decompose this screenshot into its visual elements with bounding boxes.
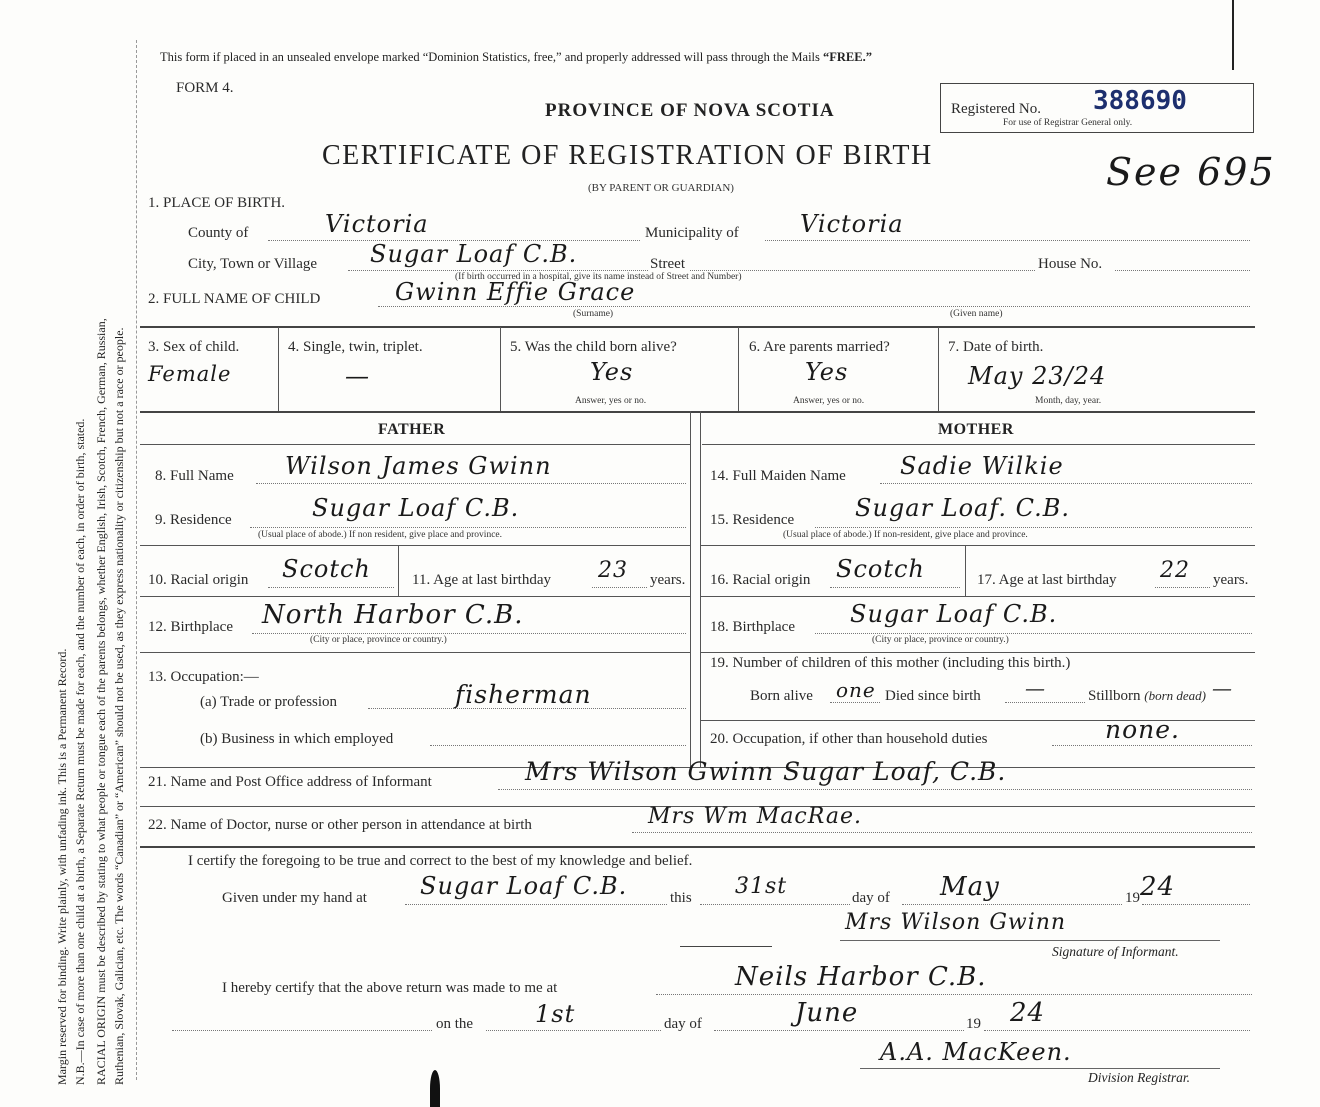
return-day-of-label: day of (664, 1016, 702, 1032)
return-month-line (714, 1030, 964, 1031)
mother-birthplace-line (815, 633, 1252, 634)
given-name-note: (Given name) (950, 309, 1003, 319)
given-month-line (902, 904, 1122, 905)
single-twin-value: — (345, 362, 370, 390)
mother-age-unit: years. (1213, 572, 1249, 588)
municipality-value: Victoria (800, 210, 904, 238)
stillborn-note: (born dead) (1144, 688, 1207, 703)
return-day-value: 1st (535, 1000, 576, 1028)
father-residence-label: 9. Residence (155, 512, 232, 528)
born-alive-label: 5. Was the child born alive? (510, 339, 677, 355)
born-alive-note: Answer, yes or no. (575, 396, 647, 406)
mother-occupation-value: none. (1105, 715, 1180, 744)
hospital-note: (If birth occurred in a hospital, give its name instead of Street and Number) (455, 272, 742, 282)
father-business-label: (b) Business in which employed (200, 731, 394, 747)
mother-race-label: 16. Racial origin (710, 572, 811, 588)
father-birthplace-line (252, 633, 686, 634)
dob-value: May 23/24 (968, 362, 1107, 390)
form-number: FORM 4. (176, 80, 234, 96)
stillborn-label (1088, 688, 1206, 705)
child-name-line (378, 306, 1250, 307)
house-label: House No. (1038, 256, 1103, 272)
mother-name-line (880, 483, 1252, 484)
sex-label: 3. Sex of child. (148, 339, 240, 355)
given-place-line (405, 904, 667, 905)
born-alive-count-value: one (836, 678, 876, 702)
father-birthplace-value: North Harbor C.B. (262, 600, 524, 630)
informant-signature: Mrs Wilson Gwinn (845, 910, 1067, 935)
return-place-value: Neils Harbor C.B. (735, 962, 987, 992)
father-race-value: Scotch (282, 555, 371, 583)
dob-note: Month, day, year. (1035, 396, 1102, 406)
born-alive-count-line (830, 702, 880, 703)
died-since-birth-value: — (1025, 676, 1046, 700)
child-name-label: 2. FULL NAME OF CHILD (148, 291, 321, 307)
doctor-label: 22. Name of Doctor, nurse or other person in attendance at birth (148, 817, 532, 833)
father-race-divider (398, 546, 399, 596)
father-residence-value: Sugar Loaf C.B. (312, 494, 520, 522)
return-day-line (486, 1030, 661, 1031)
return-on-the-label: on the (436, 1016, 474, 1032)
child-name-value: Gwinn Effie Grace (395, 278, 636, 306)
divider-2 (140, 411, 1255, 413)
father-divider-1 (140, 545, 690, 546)
surname-note: (Surname) (573, 309, 614, 319)
father-name-label: 8. Full Name (155, 468, 234, 484)
certify-statement: I certify the foregoing to be true and correct to the best of my knowledge and belief. (188, 853, 693, 869)
mother-residence-line (815, 527, 1252, 528)
father-age-line (592, 587, 647, 588)
county-label: County of (188, 225, 249, 241)
mother-age-line (1155, 587, 1210, 588)
father-heading-line (140, 444, 690, 445)
stillborn-label-text: Stillborn (1088, 688, 1141, 704)
father-race-line (268, 587, 394, 588)
mother-residence-label: 15. Residence (710, 512, 795, 528)
row3-divider-d (938, 327, 939, 411)
municipality-line (765, 240, 1250, 241)
registered-number-box (940, 83, 1254, 133)
father-age-value: 23 (598, 558, 628, 583)
mother-name-label: 14. Full Maiden Name (710, 468, 846, 484)
street-label: Street (650, 256, 685, 272)
return-year-prefix: 19 (966, 1016, 981, 1032)
signature-line (840, 940, 1220, 941)
father-trade-value: fisherman (455, 680, 592, 709)
father-name-value: Wilson James Gwinn (285, 452, 552, 480)
mother-age-value: 22 (1160, 558, 1190, 583)
registrar-label: Division Registrar. (1088, 1070, 1191, 1085)
given-day-value: 31st (735, 874, 788, 899)
parents-married-value: Yes (805, 358, 849, 386)
mail-notice: This form if placed in an unsealed envelope marked “Dominion Statistics, free,” and properly addressed will pass through the Mails “FREE.” (160, 50, 872, 64)
mother-age-label: 17. Age at last birthday (977, 572, 1117, 588)
municipality-label: Municipality of (645, 225, 739, 241)
margin-instruction-line-4: Ruthenian, Slovak, Galician, etc. The words “Canadian” or “American” should not be used, as they express nationality or citizenship but not a race or people. (112, 327, 126, 1085)
ink-mark (430, 1070, 440, 1107)
mother-name-value: Sadie Wilkie (900, 452, 1064, 480)
mother-occupation-label: 20. Occupation, if other than household duties (710, 731, 988, 747)
province-heading: PROVINCE OF NOVA SCOTIA (545, 100, 835, 121)
single-twin-label: 4. Single, twin, triplet. (288, 339, 423, 355)
mother-birthplace-value: Sugar Loaf C.B. (850, 600, 1058, 628)
return-certify-label: I hereby certify that the above return was made to me at (222, 980, 558, 996)
father-residence-line (250, 527, 686, 528)
dob-label: 7. Date of birth. (948, 339, 1044, 355)
father-race-label: 10. Racial origin (148, 572, 249, 588)
mother-residence-value: Sugar Loaf. C.B. (855, 494, 1071, 522)
registrar-line (860, 1068, 1220, 1069)
father-residence-note: (Usual place of abode.) If non resident, give place and province. (258, 530, 502, 540)
mother-heading-line (702, 444, 1255, 445)
mother-occupation-line (1052, 745, 1252, 746)
mother-race-divider (965, 546, 966, 596)
given-year-prefix: 19 (1125, 890, 1140, 906)
father-age-unit: years. (650, 572, 686, 588)
died-since-birth-label: Died since birth (885, 688, 981, 704)
registrar-note: For use of Registrar General only. (1003, 118, 1133, 128)
father-occupation-label: 13. Occupation:— (148, 669, 259, 685)
county-value: Victoria (325, 210, 429, 238)
sex-value: Female (148, 362, 232, 386)
died-since-birth-line (1005, 702, 1085, 703)
return-month-value: June (795, 998, 859, 1028)
divider-5 (140, 846, 1255, 848)
father-name-line (256, 483, 686, 484)
page-edge-line (1232, 0, 1234, 70)
city-value: Sugar Loaf C.B. (370, 240, 578, 268)
given-day-line (700, 904, 850, 905)
short-separator (680, 946, 772, 947)
mother-birthplace-label: 18. Birthplace (710, 619, 795, 635)
father-heading: FATHER (378, 421, 446, 438)
street-line (690, 270, 1035, 271)
given-year-line (1142, 904, 1250, 905)
signature-label: Signature of Informant. (1052, 944, 1179, 959)
row3-divider-c (738, 327, 739, 411)
mother-divider-2 (700, 596, 1255, 597)
registrar-signature: A.A. MacKeen. (880, 1038, 1072, 1066)
mother-race-value: Scotch (836, 555, 925, 583)
row3-divider-b (500, 327, 501, 411)
informant-label: 21. Name and Post Office address of Informant (148, 774, 432, 790)
given-place-value: Sugar Loaf C.B. (420, 872, 628, 900)
registered-label: Registered No. (951, 101, 1041, 117)
father-trade-label: (a) Trade or profession (200, 694, 338, 710)
mother-children-label: 19. Number of children of this mother (including this birth.) (710, 655, 1071, 671)
informant-value: Mrs Wilson Gwinn Sugar Loaf, C.B. (525, 757, 1007, 786)
born-alive-value: Yes (590, 358, 634, 386)
column-divider-right (700, 411, 701, 768)
see-note: See 695 (1106, 150, 1276, 194)
father-business-line (430, 745, 686, 746)
born-alive-count-label: Born alive (750, 688, 813, 704)
parents-married-label: 6. Are parents married? (749, 339, 890, 355)
return-year-line (984, 1030, 1250, 1031)
column-divider-left (690, 411, 691, 768)
return-blank-line (172, 1030, 432, 1031)
father-divider-3 (140, 652, 690, 653)
given-year-value: 24 (1140, 872, 1176, 902)
row3-divider-a (278, 327, 279, 411)
informant-line (498, 789, 1252, 790)
doctor-value: Mrs Wm MacRae. (648, 804, 862, 829)
father-age-label: 11. Age at last birthday (412, 572, 551, 588)
certificate-subtitle: (BY PARENT OR GUARDIAN) (588, 182, 734, 194)
given-this-label: this (670, 890, 692, 906)
doctor-line (632, 832, 1252, 833)
return-place-line (656, 994, 1252, 995)
father-birthplace-label: 12. Birthplace (148, 619, 233, 635)
father-birthplace-note: (City or place, province or country.) (310, 635, 447, 645)
given-day-of-label: day of (852, 890, 890, 906)
margin-instruction-line-1: Margin reserved for binding. Write plainly, with unfading ink. This is a Permanent Record. (55, 648, 69, 1085)
mother-birthplace-note: (City or place, province or country.) (872, 635, 1009, 645)
given-at-label: Given under my hand at (222, 890, 367, 906)
binding-margin-line (136, 40, 137, 1080)
mother-heading: MOTHER (938, 421, 1014, 438)
city-line (348, 270, 648, 271)
margin-instruction-line-2: N.B.—In case of more than one child at a birth, a Separate Return must be made for each, and the number of each, in order of birth, stated. (73, 418, 87, 1085)
mother-divider-1 (700, 545, 1255, 546)
mother-race-line (830, 587, 960, 588)
place-of-birth-label: 1. PLACE OF BIRTH. (148, 195, 286, 211)
mother-divider-3 (700, 652, 1255, 653)
registered-number: 388690 (1093, 86, 1187, 116)
parents-married-note: Answer, yes or no. (793, 396, 865, 406)
father-divider-2 (140, 596, 690, 597)
margin-instruction-line-3: RACIAL ORIGIN must be described by stating to what people or tongue each of the parents belongs, whether English, Irish, Scotch, French, German, Russian, (94, 318, 108, 1085)
divider-1 (140, 326, 1255, 328)
stillborn-value: — (1212, 676, 1233, 700)
certificate-title: CERTIFICATE OF REGISTRATION OF BIRTH (322, 140, 933, 171)
return-year-value: 24 (1010, 998, 1046, 1028)
house-line (1115, 270, 1250, 271)
city-label: City, Town or Village (188, 256, 318, 272)
given-month-value: May (940, 872, 1000, 902)
mother-residence-note: (Usual place of abode.) If non-resident, give place and province. (783, 530, 1028, 540)
